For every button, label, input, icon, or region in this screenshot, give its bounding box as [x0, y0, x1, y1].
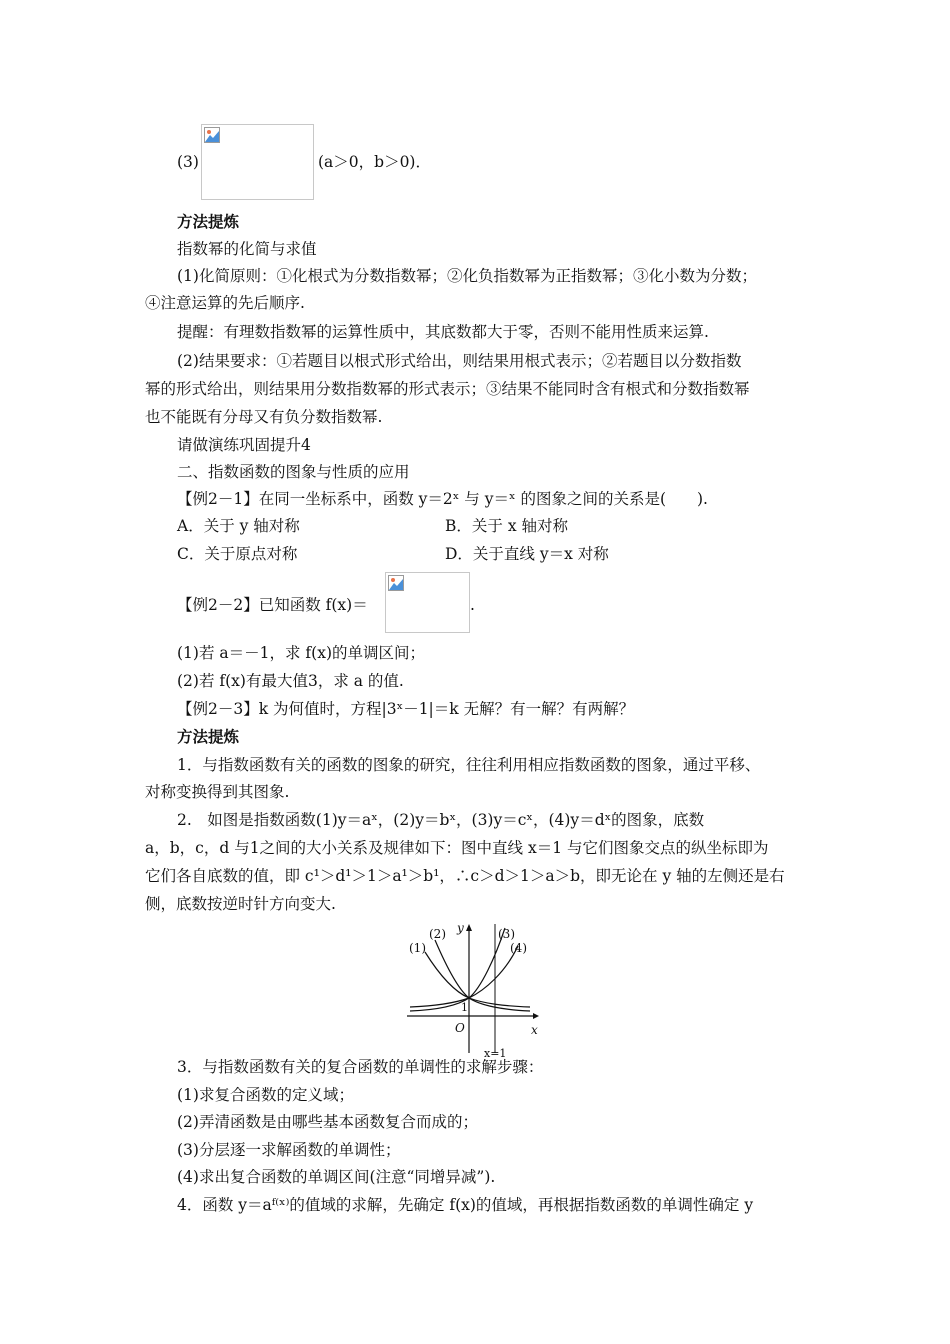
example-2-2-tail: .	[470, 596, 475, 614]
method-title: 指数幂的化简与求值	[177, 240, 317, 258]
example-2-3-stem: 【例2－3】k 为何值时，方程|3ˣ－1|＝k 无解？有一解？有两解？	[177, 700, 635, 718]
label-x: x	[531, 1023, 538, 1037]
paragraph-line: (1)化简原则：①化根式为分数指数幂；②化负指数幂为正指数幂；③化小数为分数；	[177, 267, 757, 285]
option-a: A．关于 y 轴对称	[177, 517, 300, 535]
formula-image-placeholder	[201, 124, 314, 200]
question-2: (2)若 f(x)有最大值3，求 a 的值.	[177, 672, 404, 690]
label-curve-4: (4)	[510, 941, 527, 955]
y-axis-arrow	[466, 924, 472, 931]
paragraph-line: 1．与指数函数有关的函数的图象的研究，往往利用相应指数函数的图象，通过平移、	[177, 756, 761, 774]
label-x-equals-1: x=1	[484, 1047, 507, 1058]
practice-note: 请做演练巩固提升4	[177, 436, 311, 454]
label-y: y	[457, 921, 464, 935]
problem-3-label: (3)	[177, 153, 199, 171]
method-heading: 方法提炼	[177, 727, 240, 746]
x-axis-arrow	[533, 1013, 539, 1019]
paragraph-line: ④注意运算的先后顺序.	[145, 294, 305, 312]
curve-1	[425, 952, 530, 1007]
option-b: B．关于 x 轴对称	[445, 517, 568, 535]
label-curve-3: (3)	[498, 927, 515, 941]
paragraph-line: 也不能既有分母又有负分数指数幂.	[145, 408, 383, 426]
example-2-1-stem: 【例2－1】在同一坐标系中，函数 y＝2ˣ 与 y＝ˣ 的图象之间的关系是( ).	[177, 490, 708, 508]
paragraph-line: 3．与指数函数有关的复合函数的单调性的求解步骤：	[177, 1058, 544, 1076]
paragraph-line: a，b，c，d 与1之间的大小关系及规律如下：图中直线 x＝1 与它们图象交点的纵坐标即为	[145, 839, 769, 857]
paragraph-line: 侧，底数按逆时针方向变大.	[145, 895, 336, 913]
broken-image-icon	[204, 127, 220, 143]
paragraph-line: 提醒：有理数指数幂的运算性质中，其底数都大于零，否则不能用性质来运算.	[177, 323, 709, 341]
paragraph-line: 对称变换得到其图象.	[145, 783, 290, 801]
label-curve-1: (1)	[409, 941, 426, 955]
problem-3-condition: (a＞0，b＞0)．	[318, 153, 431, 171]
step-3: (3)分层逐一求解函数的单调性；	[177, 1141, 401, 1159]
broken-image-icon	[388, 575, 404, 591]
section-title: 二、指数函数的图象与性质的应用	[177, 463, 410, 481]
paragraph-line: 4．函数 y＝aᶠ⁽ˣ⁾的值域的求解，先确定 f(x)的值域，再根据指数函数的单调性确定 y	[177, 1196, 754, 1214]
curve-4	[410, 946, 518, 1007]
example-2-2-stem: 【例2－2】已知函数 f(x)＝	[177, 596, 368, 614]
method-heading: 方法提炼	[177, 212, 240, 231]
label-origin: O	[455, 1021, 465, 1035]
paragraph-line: 幂的形式给出，则结果用分数指数幂的形式表示；③结果不能同时含有根式和分数指数幂	[145, 380, 750, 398]
exponential-graphs-figure	[405, 918, 555, 1058]
paragraph-line: 它们各自底数的值，即 c¹＞d¹＞1＞a¹＞b¹，∴c＞d＞1＞a＞b，即无论在 y 轴的左侧还是右	[145, 867, 785, 885]
question-1: (1)若 a＝－1，求 f(x)的单调区间；	[177, 644, 425, 662]
paragraph-line: 2. 如图是指数函数(1)y＝aˣ，(2)y＝bˣ，(3)y＝cˣ，(4)y＝dˣ的图象，底数	[177, 811, 705, 829]
label-one: 1	[461, 1001, 468, 1014]
label-curve-2: (2)	[429, 927, 446, 941]
option-c: C．关于原点对称	[177, 545, 298, 563]
option-d: D．关于直线 y＝x 对称	[445, 545, 609, 563]
step-4: (4)求出复合函数的单调区间(注意“同增异减”).	[177, 1168, 496, 1186]
paragraph-line: (2)结果要求：①若题目以根式形式给出，则结果用根式表示；②若题目以分数指数	[177, 352, 742, 370]
step-1: (1)求复合函数的定义域；	[177, 1086, 354, 1104]
function-image-placeholder	[385, 572, 470, 633]
step-2: (2)弄清函数是由哪些基本函数复合而成的；	[177, 1113, 478, 1131]
